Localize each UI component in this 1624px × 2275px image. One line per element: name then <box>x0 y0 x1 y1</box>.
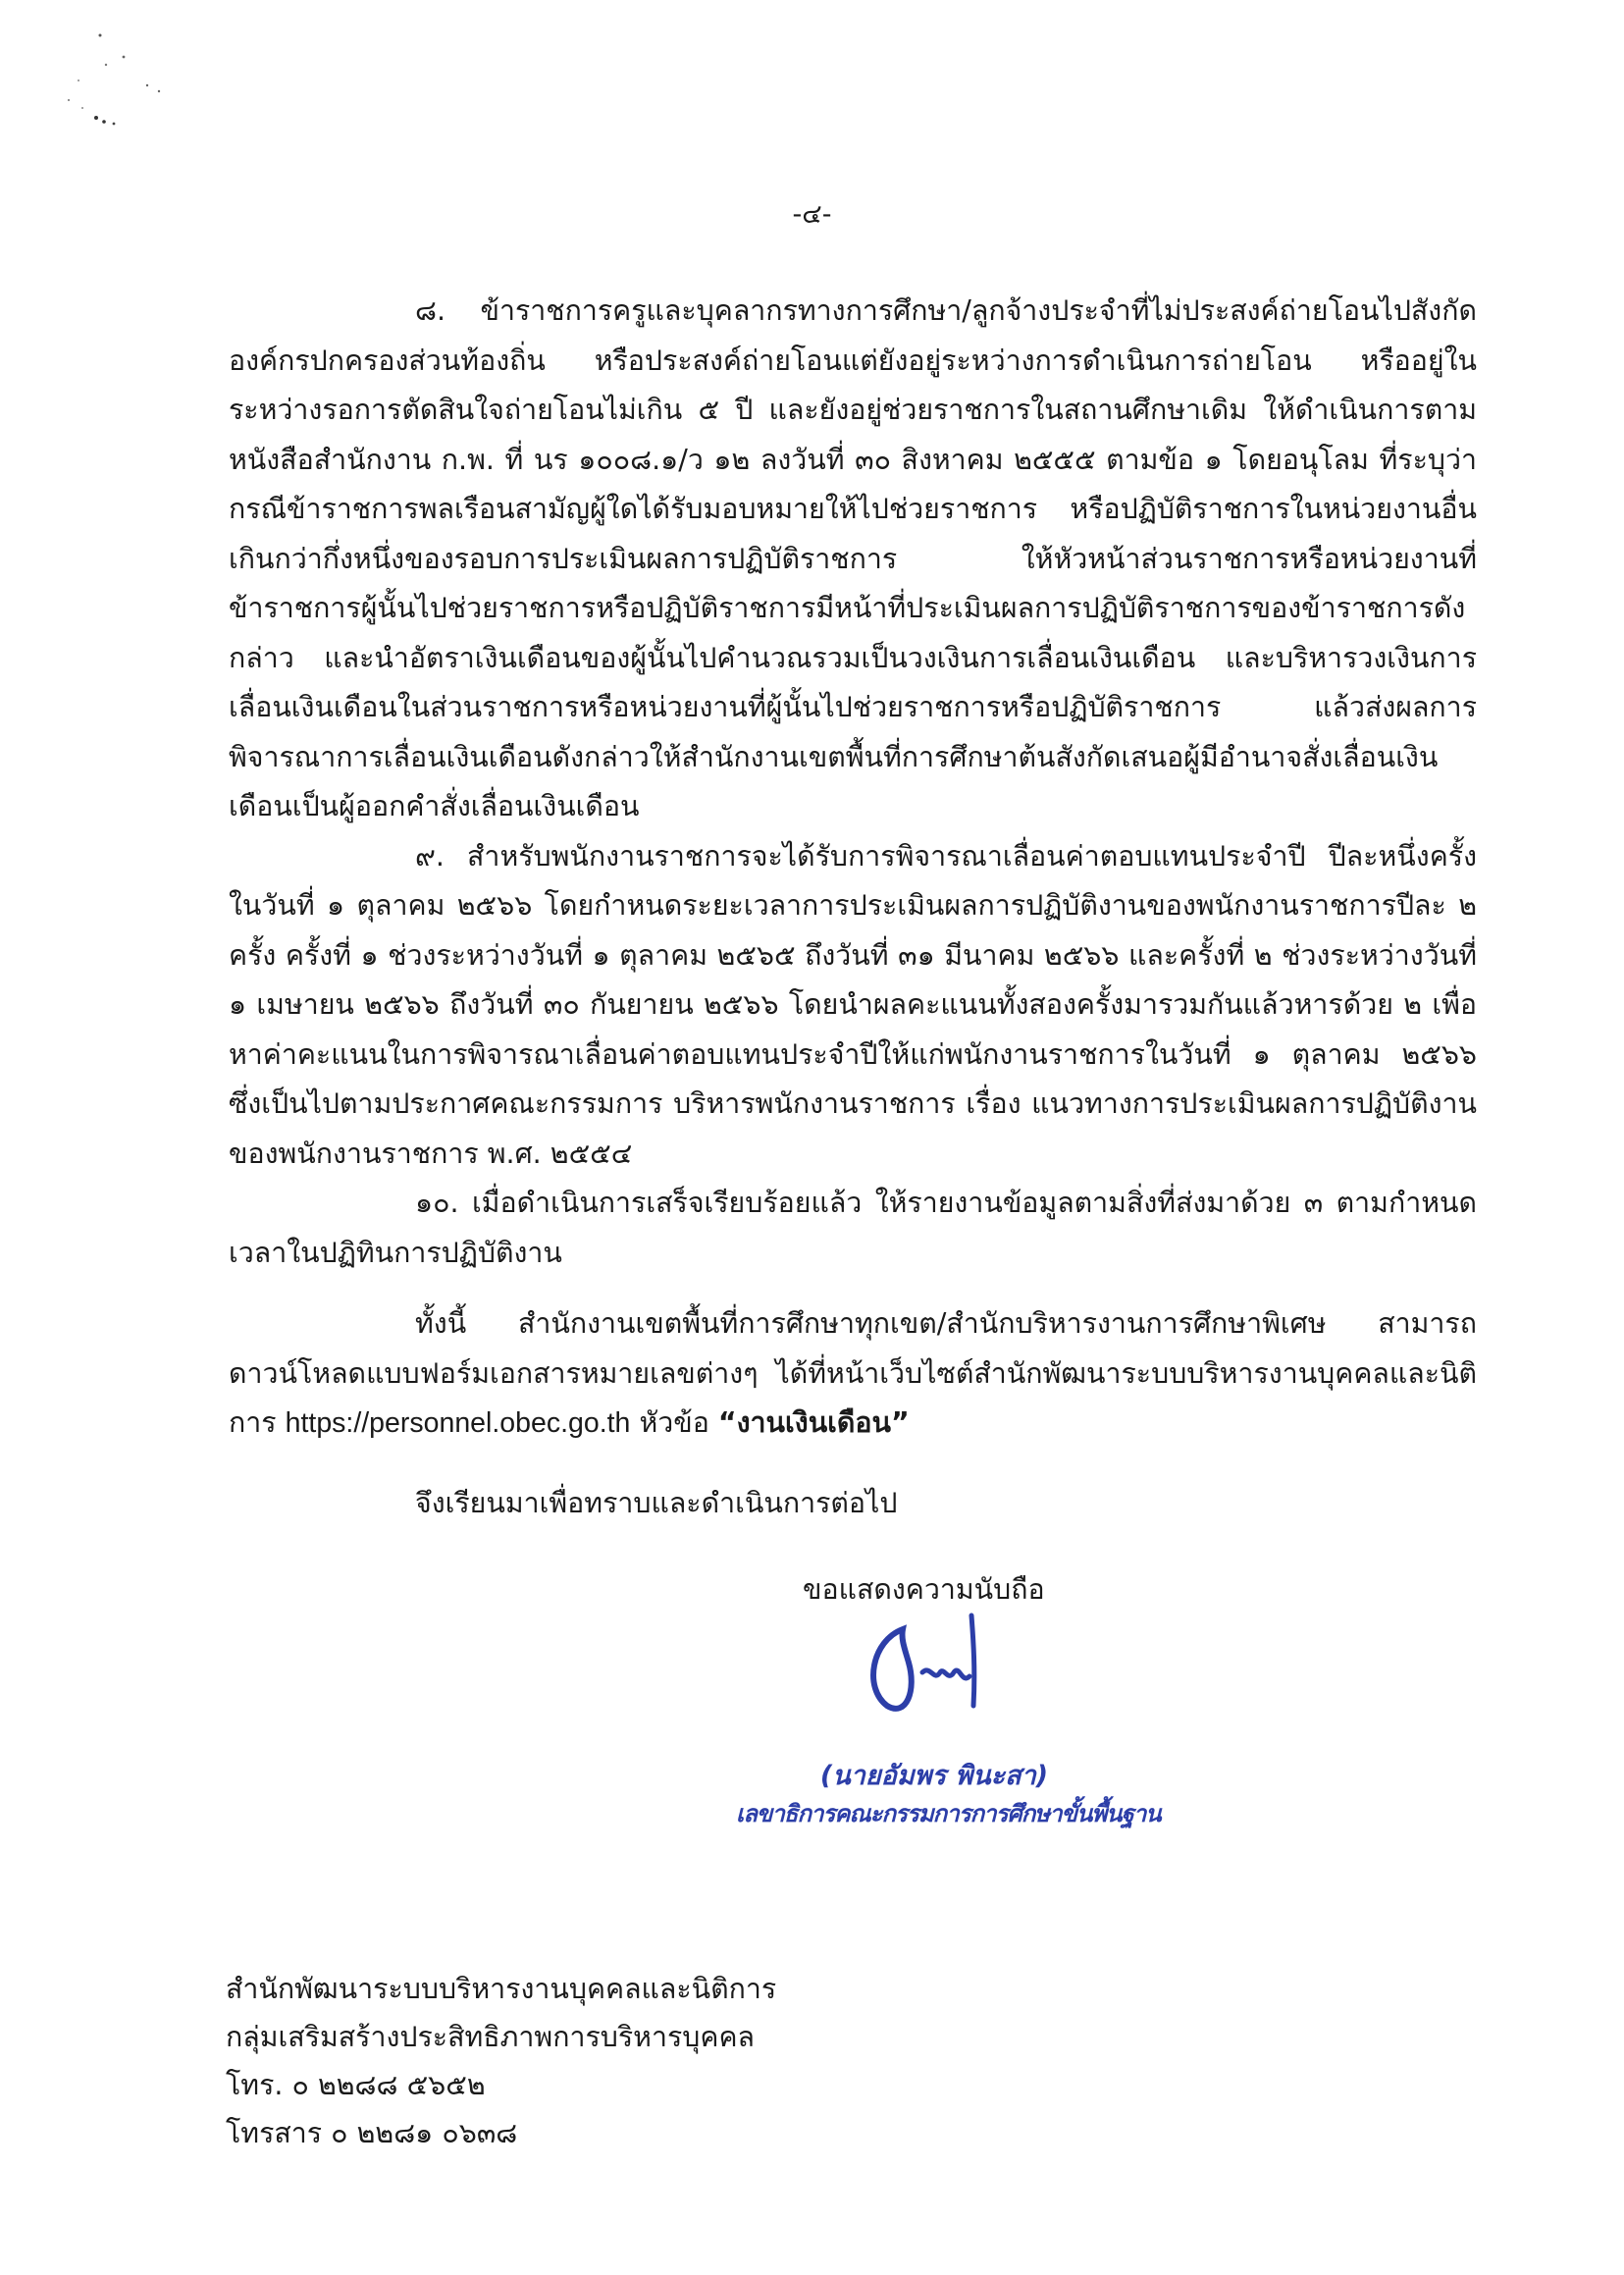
footer-fax: โทรสาร ๐ ๒๒๘๑ ๐๖๓๘ <box>226 2117 518 2149</box>
topic-prefix: หัวข้อ <box>639 1406 709 1439</box>
paragraph-8: ๘. ข้าราชการครูและบุคลากรทางการศึกษา/ลูกจ้างประจำที่ไม่ประสงค์ถ่ายโอนไปสังกัดองค์กรปกครองส่วนท้องถิ่น หรือประสงค์ถ่ายโอนแต่ยังอยู่ระหว่างการดำเนินการถ่ายโอน หรืออยู่ในระหว่างรอการตัดสินใจถ่ายโอนไม่เกิน ๕ ปี และยังอยู่ช่วยราชการในสถานศึกษาเดิม ให้ดำเนินการตามหนังสือสำนักงาน ก.พ. ที่ นร ๑๐๐๘.๑/ว ๑๒ ลงวันที่ ๓๐ สิงหาคม ๒๕๕๕ ตามข้อ ๑ โดยอนุโลม ที่ระบุว่ากรณีข้าราชการพลเรือนสามัญผู้ใดได้รับมอบหมายให้ไปช่วยราชการ หรือปฏิบัติราชการในหน่วยงานอื่นเกินกว่ากึ่งหนึ่งของรอบการประเมินผลการปฏิบัติราชการ ให้หัวหน้าส่วนราชการหรือหน่วยงานที่ข้าราชการผู้นั้นไปช่วยราชการหรือปฏิบัติราชการมีหน้าที่ประเมินผลการปฏิบัติราชการของข้าราชการดังกล่าว และนำอัตราเงินเดือนของผู้นั้นไปคำนวณรวมเป็นวงเงินการเลื่อนเงินเดือน และบริหารวงเงินการเลื่อนเงินเดือนในส่วนราชการหรือหน่วยงานที่ผู้นั้นไปช่วยราชการหรือปฏิบัติราชการ แล้วส่งผลการพิจารณาการเลื่อนเงินเดือนดังกล่าวให้สำนักงานเขตพื้นที่การศึกษาต้นสังกัดเสนอผู้มีอำนาจสั่งเลื่อนเงินเดือนเป็นผู้ออกคำสั่งเลื่อนเงินเดือน <box>229 294 1477 822</box>
scan-specks <box>39 29 196 137</box>
footer-phone: โทร. ๐ ๒๒๘๘ ๕๖๕๒ <box>226 2069 486 2101</box>
signer-position: เลขาธิการคณะกรรมการการศึกษาขั้นพื้นฐาน <box>736 1800 1161 1827</box>
regards-line: ขอแสดงความนับถือ <box>803 1573 1045 1606</box>
footer-contact <box>226 1965 776 2157</box>
footer-office: สำนักพัฒนาระบบบริหารงานบุคคลและนิติการ <box>226 1973 777 2005</box>
paragraph-9: ๙. สำหรับพนักงานราชการจะได้รับการพิจารณาเลื่อนค่าตอบแทนประจำปี ปีละหนึ่งครั้งในวันที่ ๑ ตุลาคม ๒๕๖๖ โดยกำหนดระยะเวลาการประเมินผลการปฏิบัติงานของพนักงานราชการปีละ ๒ ครั้ง ครั้งที่ ๑ ช่วงระหว่างวันที่ ๑ ตุลาคม ๒๕๖๕ ถึงวันที่ ๓๑ มีนาคม ๒๕๖๖ และครั้งที่ ๒ ช่วงระหว่างวันที่ ๑ เมษายน ๒๕๖๖ ถึงวันที่ ๓๐ กันยายน ๒๕๖๖ โดยนำผลคะแนนทั้งสองครั้งมารวมกันแล้วหารด้วย ๒ เพื่อหาค่าคะแนนในการพิจารณาเลื่อนค่าตอบแทนประจำปีให้แก่พนักงานราชการในวันที่ ๑ ตุลาคม ๒๕๖๖ ซึ่งเป็นไปตามประกาศคณะกรรมการ บริหารพนักงานราชการ เรื่อง แนวทางการประเมินผลการปฏิบัติงานของพนักงานราชการ พ.ศ. ๒๕๕๔ <box>229 839 1477 1170</box>
website-link[interactable]: https://personnel.obec.go.th <box>285 1407 631 1439</box>
letter-body <box>229 287 1477 1449</box>
page-number: -๔- <box>792 199 832 230</box>
signature-image <box>852 1612 1009 1719</box>
footer-group: กลุ่มเสริมสร้างประสิทธิภาพการบริหารบุคคล <box>226 2021 755 2053</box>
closing-line: จึงเรียนมาเพื่อทราบและดำเนินการต่อไป <box>415 1487 898 1519</box>
download-note-text: ทั้งนี้ สำนักงานเขตพื้นที่การศึกษาทุกเขต/สำนักบริหารงานการศึกษาพิเศษ สามารถดาวน์โหลดแบบฟอร์มเอกสารหมายเลขต่างๆ ได้ที่หน้าเว็บไซต์สำนักพัฒนาระบบบริหารงานบุคคลและนิติการ <box>229 1307 1477 1439</box>
topic-label: “งานเงินเดือน” <box>717 1406 910 1439</box>
signer-name: (นายอัมพร พินะสา) <box>819 1761 1049 1791</box>
paragraph-10: ๑๐. เมื่อดำเนินการเสร็จเรียบร้อยแล้ว ให้รายงานข้อมูลตามสิ่งที่ส่งมาด้วย ๓ ตามกำหนดเวลาในปฏิทินการปฏิบัติงาน <box>229 1187 1477 1269</box>
download-note <box>229 1299 1477 1449</box>
